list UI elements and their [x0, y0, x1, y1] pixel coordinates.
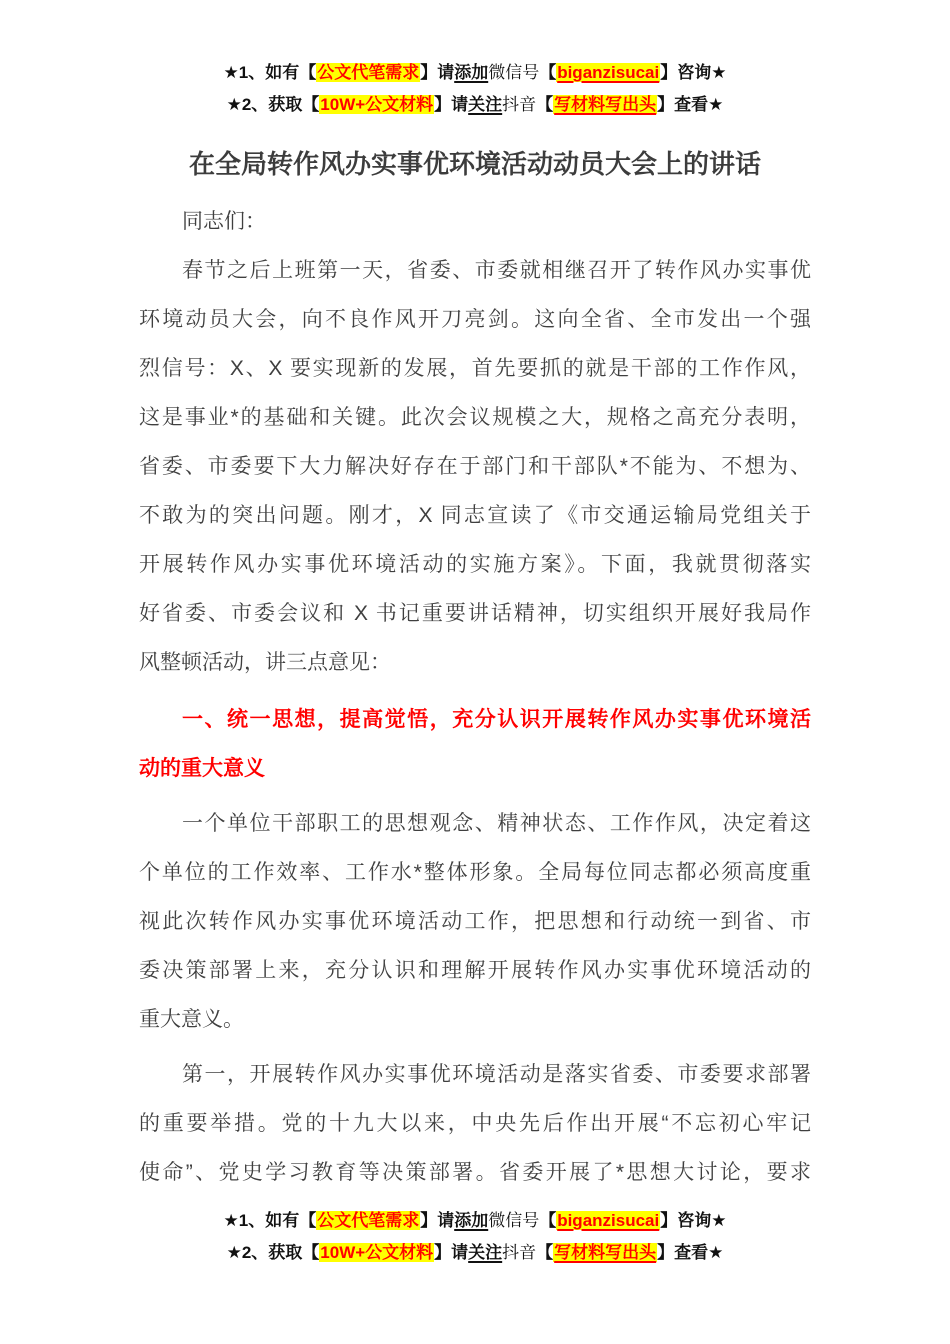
promo-wechat-id: biganzisucai: [557, 63, 660, 82]
paragraph-line: 的重要举措。党的十九大以来，中央先后作出开展“不忘初心牢记: [139, 1112, 811, 1135]
paragraph-line: 委决策部署上来，充分认识和理解开展转作风办实事优环境活动的: [139, 959, 811, 982]
promo-wechat-id: biganzisucai: [557, 1211, 660, 1230]
paragraph-line: 使命”、党史学习教育等决策部署。省委开展了*思想大讨论，要求: [139, 1161, 811, 1184]
promo-bracket-open: 【: [539, 63, 557, 82]
promo-text-suffix: 】查看★: [657, 95, 724, 114]
promo-action-add: 添加: [454, 1211, 489, 1230]
promo-footer-line-1: [0, 1205, 950, 1237]
promo-header-line-1: [0, 57, 950, 89]
promo-text-mid: 】请: [420, 1211, 455, 1230]
promo-bracket-open: 【: [536, 1243, 554, 1262]
promo-douyin-id: 写材料写出头: [554, 95, 657, 114]
promo-text-prefix: ★1、如有【: [223, 1211, 317, 1230]
paragraph-line: 这是事业*的基础和关键。此次会议规模之大，规格之高充分表明，: [139, 406, 811, 429]
heading-line: 一、统一思想，提高觉悟，充分认识开展转作风办实事优环境活: [182, 708, 811, 731]
promo-channel-wechat: 微信号: [488, 1211, 540, 1230]
promo-text-prefix: ★2、获取【: [226, 95, 320, 114]
paragraph-1: [139, 246, 811, 687]
promo-text-suffix: 】咨询★: [660, 1211, 727, 1230]
promo-channel-wechat: 微信号: [488, 63, 540, 82]
heading-line: 动的重大意义: [139, 757, 265, 780]
paragraph-3: [139, 1050, 811, 1197]
salutation: 同志们：: [182, 210, 266, 233]
promo-channel-douyin: 抖音: [502, 1243, 537, 1262]
document-title: 在全局转作风办实事优环境活动动员大会上的讲话: [188, 149, 761, 179]
promo-footer-line-2: [0, 1237, 950, 1269]
promo-action-follow: 关注: [468, 1243, 503, 1262]
promo-text-suffix: 】查看★: [657, 1243, 724, 1262]
paragraph-line: 个单位的工作效率、工作水*整体形象。全局每位同志都必须高度重: [139, 861, 811, 884]
paragraph-line: 环境动员大会，向不良作风开刀亮剑。这向全省、全市发出一个强: [139, 308, 811, 331]
paragraph-2: [139, 799, 811, 1044]
paragraph-line: 视此次转作风办实事优环境活动工作，把思想和行动统一到省、市: [139, 910, 811, 933]
promo-text-mid: 】请: [434, 1243, 469, 1262]
promo-text-suffix: 】咨询★: [660, 63, 727, 82]
paragraph-line: 风整顿活动，讲三点意见：: [139, 651, 391, 674]
promo-text-mid: 】请: [420, 63, 455, 82]
paragraph-line: 不敢为的突出问题。刚才，X 同志宣读了《市交通运输局党组关于: [139, 504, 811, 527]
promo-text-prefix: ★2、获取【: [226, 1243, 320, 1262]
paragraph-line: 春节之后上班第一天，省委、市委就相继召开了转作风办实事优: [182, 259, 811, 282]
paragraph-line: 重大意义。: [139, 1008, 244, 1031]
promo-highlight-materials: 10W+公文材料: [320, 95, 434, 114]
promo-header-line-2: [0, 89, 950, 121]
promo-text-mid: 】请: [434, 95, 469, 114]
promo-douyin-id: 写材料写出头: [554, 1243, 657, 1262]
promo-text-prefix: ★1、如有【: [223, 63, 317, 82]
promo-bracket-open: 【: [539, 1211, 557, 1230]
promo-action-follow: 关注: [468, 95, 503, 114]
promo-footer: [0, 1205, 950, 1269]
promo-channel-douyin: 抖音: [502, 95, 537, 114]
promo-action-add: 添加: [454, 63, 489, 82]
section-heading-1: [139, 695, 811, 793]
paragraph-line: 开展转作风办实事优环境活动的实施方案》。下面，我就贯彻落实: [139, 553, 811, 576]
promo-bracket-open: 【: [536, 95, 554, 114]
paragraph-line: 一个单位干部职工的思想观念、精神状态、工作作风，决定着这: [182, 812, 811, 835]
paragraph-line: 烈信号：X、X 要实现新的发展，首先要抓的就是干部的工作作风，: [139, 357, 811, 380]
promo-highlight-materials: 10W+公文材料: [320, 1243, 434, 1262]
promo-header: [0, 0, 950, 121]
promo-highlight-writing-need: 公文代笔需求: [317, 63, 420, 82]
document-body: [139, 197, 811, 1197]
paragraph-line: 第一，开展转作风办实事优环境活动是落实省委、市委要求部署: [182, 1063, 811, 1086]
paragraph-line: 好省委、市委会议和 X 书记重要讲话精神，切实组织开展好我局作: [139, 602, 811, 625]
paragraph-line: 省委、市委要下大力解决好存在于部门和干部队*不能为、不想为、: [139, 455, 811, 478]
promo-highlight-writing-need: 公文代笔需求: [317, 1211, 420, 1230]
